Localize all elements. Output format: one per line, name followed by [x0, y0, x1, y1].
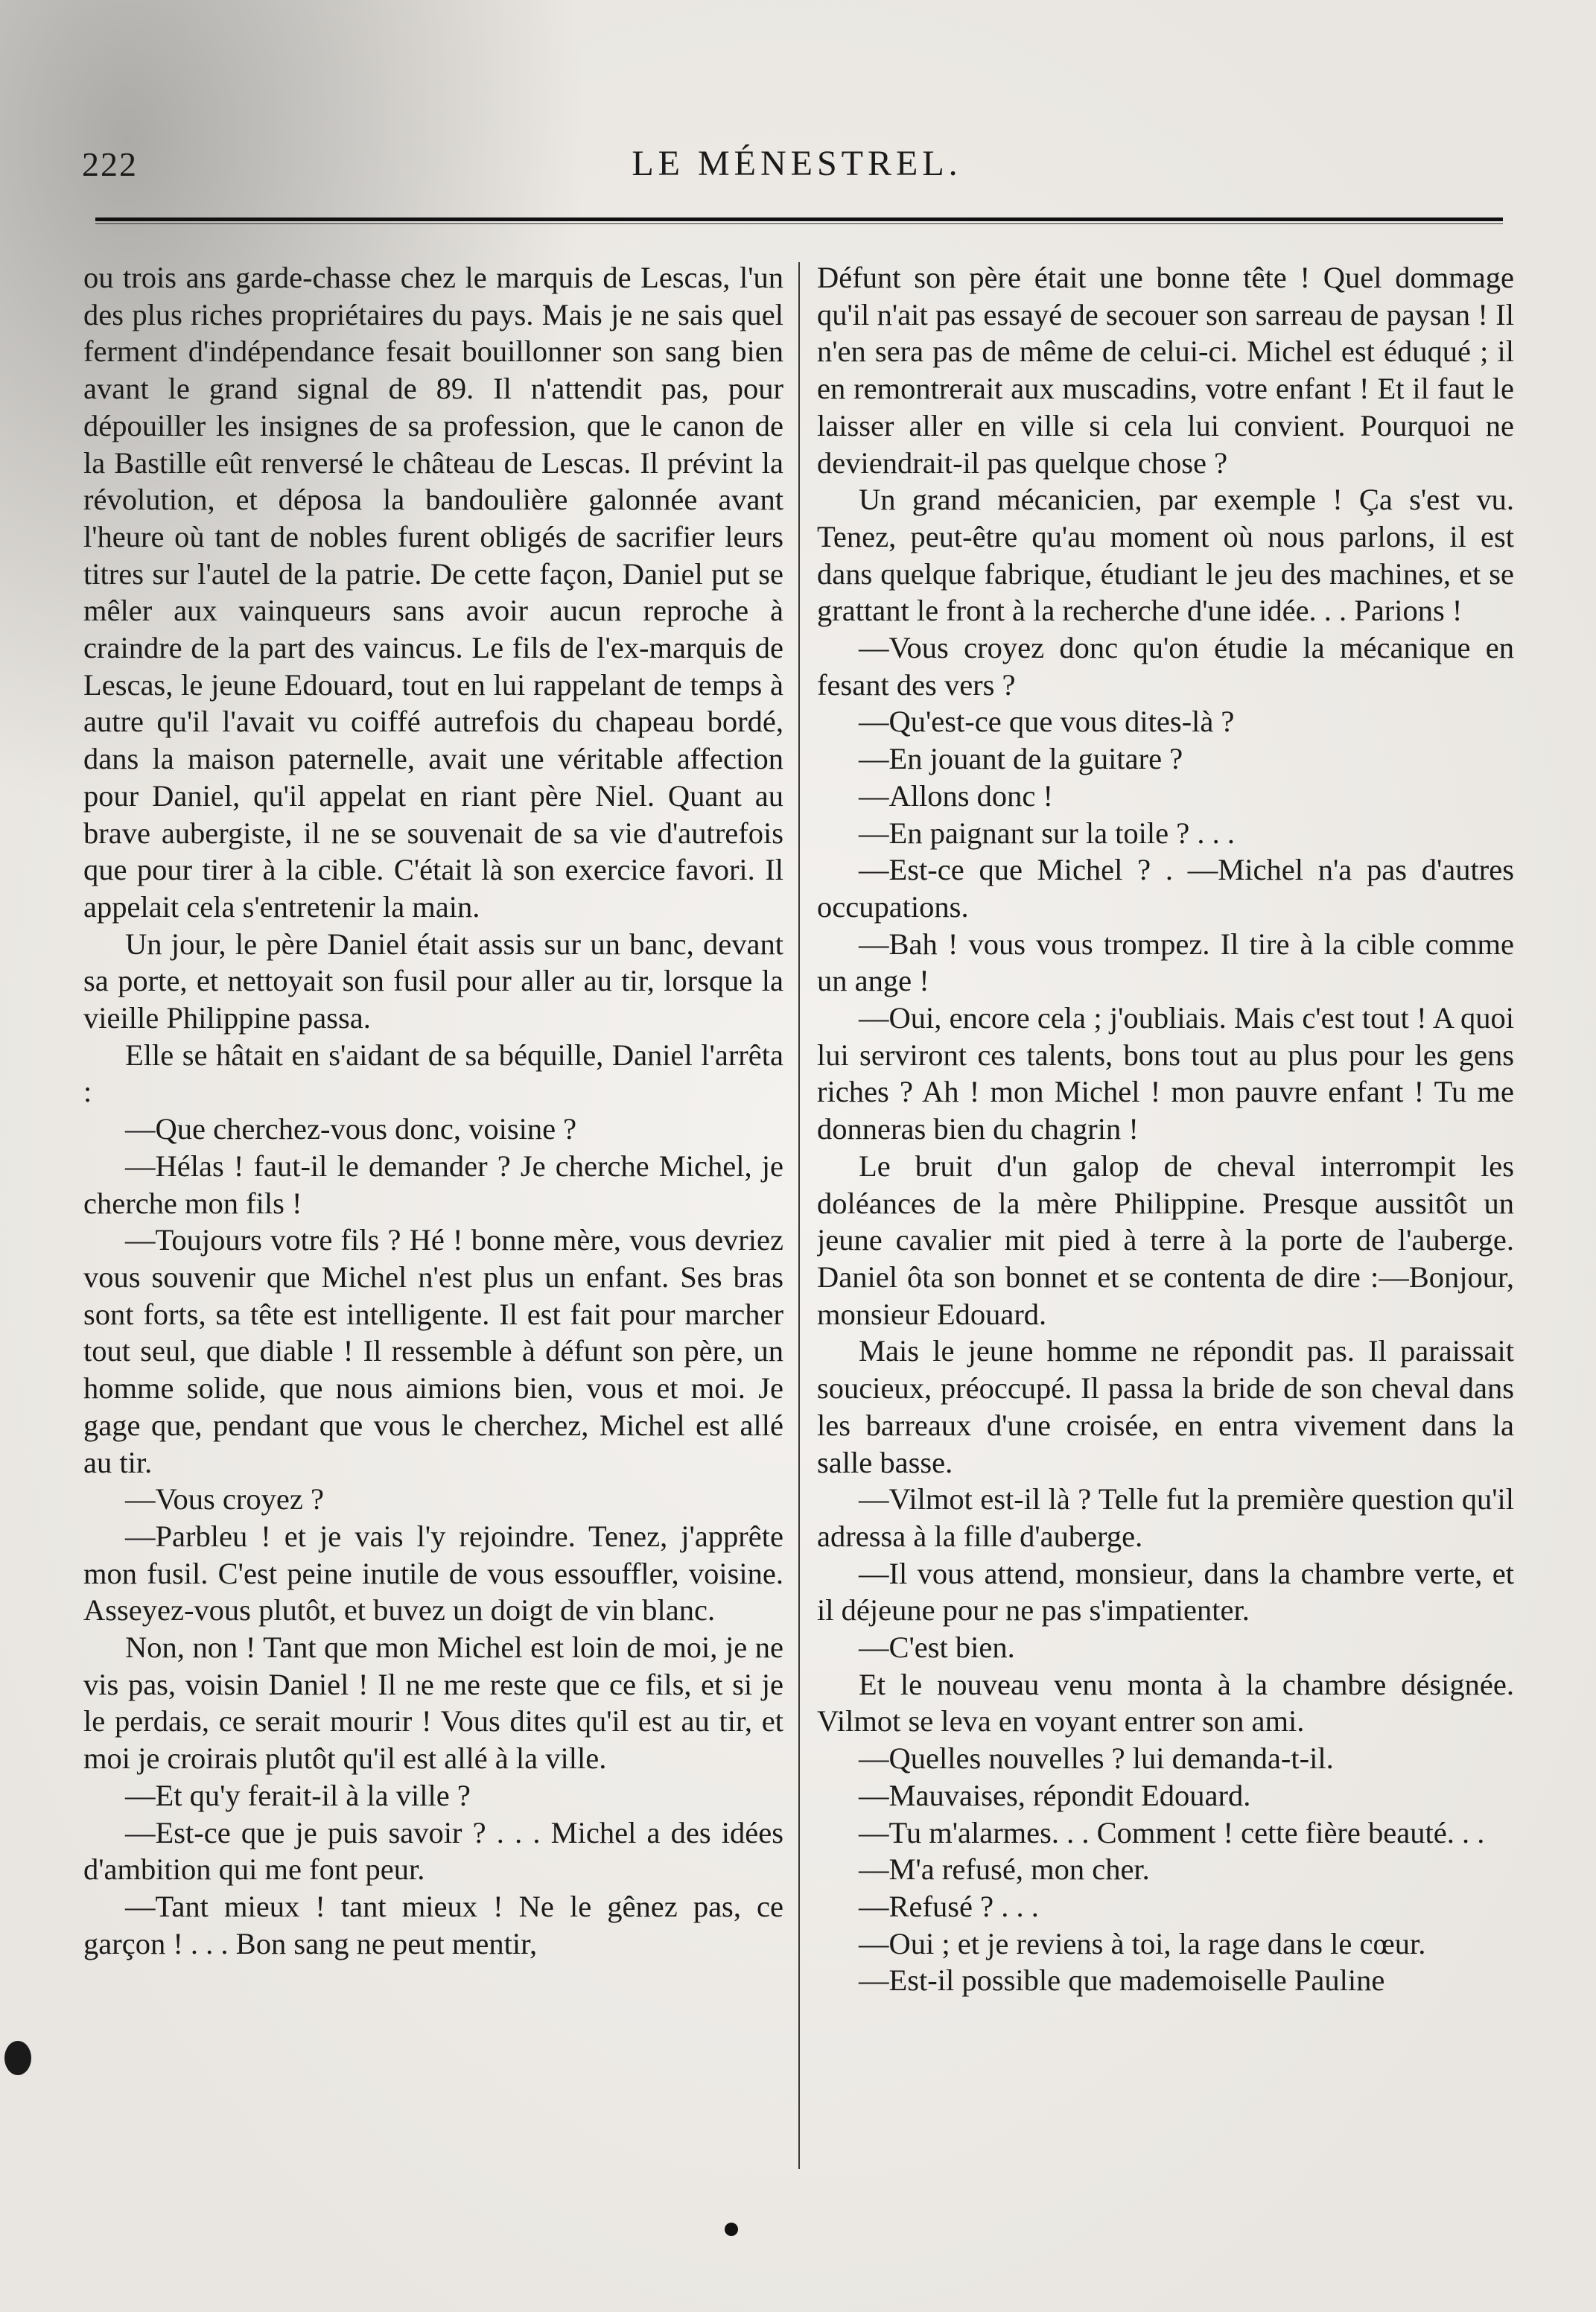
column-divider [798, 262, 800, 2169]
paragraph: Défunt son père était une bonne tête ! Quel dommage qu'il n'ait pas essayé de secouer son sarreau de paysan ! Il n'en sera pas de même de celui-ci. Michel est éduqué ; il en remontrerait aux muscadins, votre enfant ! Et il faut le laisser aller en ville si cela lui convient. Pourquoi ne deviendrait-il pas quelque chose ? [817, 261, 1514, 480]
paragraph: Le bruit d'un galop de cheval interrompit les doléances de la mère Philippine. Presque aussitôt un jeune cavalier mit pied à terre à la porte de l'auberge. Daniel ôta son bonnet et se contenta de dire :—Bonjour, monsieur Edouard. [817, 1149, 1514, 1331]
paragraph: —Est-ce que je puis savoir ? . . . Michel a des idées d'ambition qui me font peur. [83, 1815, 783, 1887]
paragraph: Un grand mécanicien, par exemple ! Ça s'est vu. Tenez, peut-être qu'au moment où nous parlons, il est dans quelque fabrique, étudiant le jeu des machines, et se grattant le front à la recherche d'une idée. . . Parions ! [817, 483, 1514, 628]
paragraph: —C'est bien. [859, 1630, 1015, 1665]
paragraph: Et le nouveau venu monta à la chambre désignée. Vilmot se leva en voyant entrer son ami. [817, 1667, 1514, 1738]
paragraph: —Quelles nouvelles ? lui demanda-t-il. [859, 1741, 1334, 1776]
paragraph: Mais le jeune homme ne répondit pas. Il paraissait soucieux, préoccupé. Il passa la bride de son cheval dans les barreaux d'une croisée, en entra vivement dans la salle basse. [817, 1334, 1514, 1479]
journal-title: LE MÉNESTREL. [632, 144, 962, 183]
paragraph: —Qu'est-ce que vous dites-là ? [859, 705, 1235, 739]
ink-blot [4, 2041, 31, 2075]
paragraph: —Vous croyez donc qu'on étudie la mécanique en fesant des vers ? [817, 631, 1514, 702]
paragraph: Un jour, le père Daniel était assis sur un banc, devant sa porte, et nettoyait son fusil pour aller au tir, lorsque la vieille Philippine passa. [83, 927, 783, 1035]
paragraph: —Tant mieux ! tant mieux ! Ne le gênez pas, ce garçon ! . . . Bon sang ne peut mentir, [83, 1889, 783, 1960]
paragraph: —Et qu'y ferait-il à la ville ? [125, 1778, 471, 1812]
paragraph: —Oui ; et je reviens à toi, la rage dans le cœur. [859, 1926, 1426, 1960]
ink-dot [725, 2223, 738, 2236]
page-number: 222 [82, 145, 138, 183]
header-rule [95, 217, 1503, 224]
paragraph: —Est-ce que Michel ? . —Michel n'a pas d'autres occupations. [817, 853, 1514, 924]
paragraph: —Vous croyez ? [125, 1482, 324, 1517]
left-column [83, 259, 783, 2188]
paragraph: —Que cherchez-vous donc, voisine ? [125, 1112, 577, 1146]
paragraph: —Est-il possible que mademoiselle Pauline [859, 1963, 1385, 1998]
paragraph: —Bah ! vous vous trompez. Il tire à la cible comme un ange ! [817, 927, 1514, 998]
paragraph: —Vilmot est-il là ? Telle fut la première question qu'il adressa à la fille d'auberge. [817, 1482, 1514, 1553]
paragraph: Elle se hâtait en s'aidant de sa béquille, Daniel l'arrêta : [83, 1038, 783, 1109]
paragraph: —Hélas ! faut-il le demander ? Je cherche Michel, je cherche mon fils ! [83, 1149, 783, 1220]
paragraph: —Il vous attend, monsieur, dans la chambre verte, et il déjeune pour ne pas s'impatienter. [817, 1556, 1514, 1627]
paragraph: —En paignant sur la toile ? . . . [859, 816, 1236, 850]
paragraph: —En jouant de la guitare ? [859, 742, 1183, 776]
paragraph: —Mauvaises, répondit Edouard. [859, 1778, 1251, 1812]
right-column [817, 259, 1514, 2188]
paragraph: —Allons donc ! [859, 778, 1053, 813]
paragraph: —Tu m'alarmes. . . Comment ! cette fière beauté. . . [859, 1815, 1485, 1849]
paragraph: —Parbleu ! et je vais l'y rejoindre. Tenez, j'apprête mon fusil. C'est peine inutile de vous essouffler, voisine. Asseyez-vous plutôt, et buvez un doigt de vin blanc. [83, 1519, 783, 1627]
paragraph: —Toujours votre fils ? Hé ! bonne mère, vous devriez vous souvenir que Michel n'est plus un enfant. Ses bras sont forts, sa tête est intelligente. Il est fait pour marcher tout seul, que diable ! Il ressemble à défunt son père, un homme solide, que nous aimions bien, vous et moi. Je gage que, pendant que vous le cherchez, Michel est allé au tir. [83, 1223, 783, 1479]
paragraph: —M'a refusé, mon cher. [859, 1852, 1150, 1887]
page-header [82, 140, 1512, 200]
paragraph: ou trois ans garde-chasse chez le marquis de Lescas, l'un des plus riches propriétaires du pays. Mais je ne sais quel ferment d'indépendance fesait bouillonner son sang bien avant le grand signal de 89. Il n'attendit pas, pour dépouiller les insignes de sa profession, que le canon de la Bastille eût renversé le château de Lescas. Il prévint la révolution, et déposa la bandoulière galonnée avant l'heure où tant de nobles furent obligés de sacrifier leurs titres sur l'autel de la patrie. De cette façon, Daniel put se mêler aux vainqueurs sans avoir aucun reproche à craindre de la part des vaincus. Le fils de l'ex-marquis de Lescas, le jeune Edouard, tout en lui rappelant de temps à autre qu'il l'avait vu coiffé autrefois du chapeau bordé, dans la maison paternelle, avait une véritable affection pour Daniel, qu'il appelat en riant père Niel. Quant au brave aubergiste, il ne se souvenait de sa vie d'autrefois que pour tirer à la cible. C'était là son exercice favori. Il appelait cela s'entretenir la main. [83, 261, 783, 924]
paragraph: —Oui, encore cela ; j'oubliais. Mais c'est tout ! A quoi lui serviront ces talents, bons tout au plus pour les gens riches ? Ah ! mon Michel ! mon pauvre enfant ! Tu me donneras bien du chagrin ! [817, 1001, 1514, 1146]
paragraph: —Refusé ? . . . [859, 1889, 1039, 1923]
paragraph: Non, non ! Tant que mon Michel est loin de moi, je ne vis pas, voisin Daniel ! Il ne me reste que ce fils, et si je le perdais, ce serait mourir ! Vous dites qu'il est au tir, et moi je croirais plutôt qu'il est allé à la ville. [83, 1630, 783, 1776]
